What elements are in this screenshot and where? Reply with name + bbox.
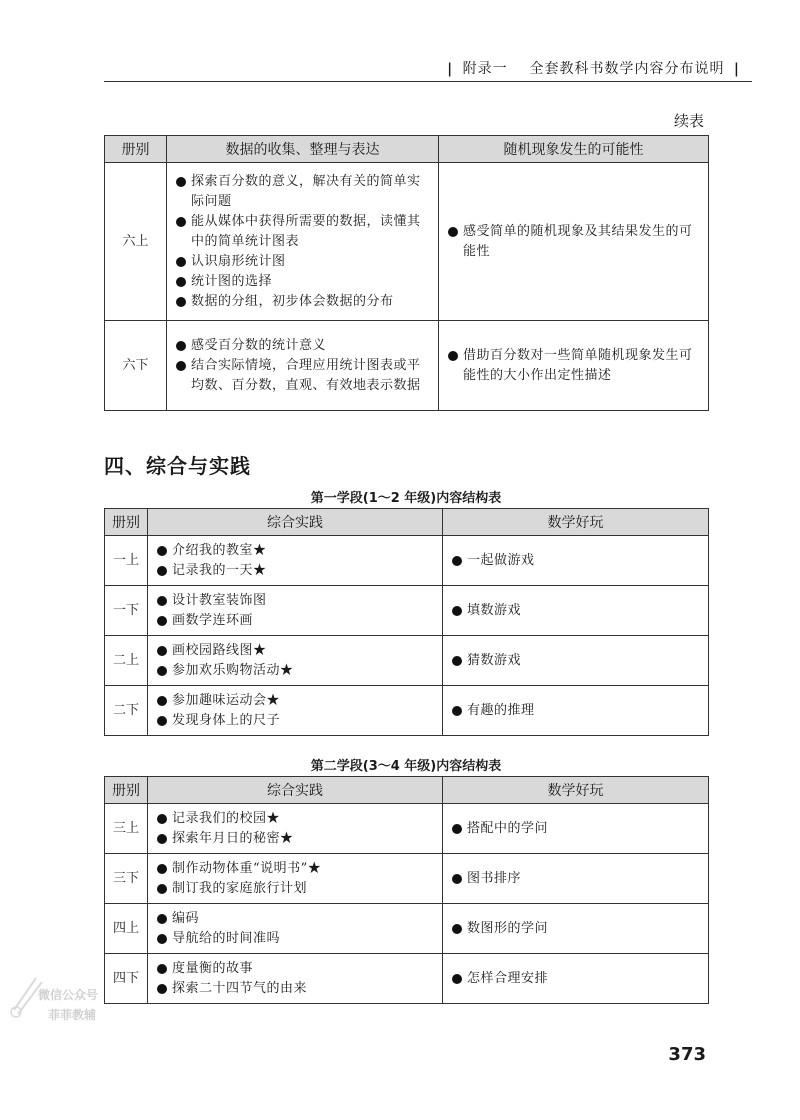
table-row (105, 686, 709, 736)
bullet-item: 参加趣味运动会★ (156, 691, 434, 711)
volume-cell: 四下 (105, 954, 148, 1004)
bullet-item: 画校园路线图★ (156, 641, 434, 661)
bullet-item: 度量衡的故事 (156, 959, 434, 979)
bullet-item: 制订我的家庭旅行计划 (156, 879, 434, 899)
header-appendix: 附录一 (462, 61, 508, 77)
secondary-cell (439, 163, 709, 321)
header-bar-right: | (733, 61, 740, 77)
bullet-item: 探索百分数的意义，解决有关的简单实际问题 (175, 172, 430, 212)
bullet-item: 统计图的选择 (175, 272, 430, 292)
secondary-cell (443, 636, 709, 686)
bullet-item: 借助百分数对一些简单随机现象发生可能性的大小作出定性描述 (447, 346, 700, 386)
bullet-item: 猜数游戏 (451, 651, 700, 671)
bullet-list (175, 336, 430, 396)
bullet-list (156, 959, 434, 999)
bullet-item: 记录我们的校园★ (156, 809, 434, 829)
bullet-item: 搭配中的学问 (451, 819, 700, 839)
content-cell (167, 163, 439, 321)
table-header-row (105, 509, 709, 536)
header-probability: 随机现象发生的可能性 (439, 136, 709, 163)
volume-cell: 六上 (105, 163, 167, 321)
bullet-list (156, 541, 434, 581)
content-cell (148, 904, 443, 954)
bullet-item: 有趣的推理 (451, 701, 700, 721)
secondary-cell (443, 804, 709, 854)
header-rule (104, 81, 752, 82)
table-row (105, 163, 709, 321)
header-data-collection: 数据的收集、整理与表达 (167, 136, 439, 163)
table-row (105, 904, 709, 954)
bullet-item: 探索二十四节气的由来 (156, 979, 434, 999)
content-cell (148, 854, 443, 904)
secondary-cell (443, 854, 709, 904)
table-header-row (105, 777, 709, 804)
secondary-cell (443, 536, 709, 586)
bullet-list (175, 172, 430, 312)
secondary-cell (439, 321, 709, 411)
bullet-list (156, 641, 434, 681)
volume-cell: 二下 (105, 686, 148, 736)
volume-cell: 六下 (105, 321, 167, 411)
stage2-table (104, 776, 709, 1004)
bullet-item: 数图形的学问 (451, 919, 700, 939)
content-cell (148, 686, 443, 736)
volume-cell: 二上 (105, 636, 148, 686)
bullet-item: 发现身体上的尺子 (156, 711, 434, 731)
bullet-list (447, 222, 700, 262)
bullet-list (451, 651, 700, 671)
table-row (105, 636, 709, 686)
volume-cell: 一下 (105, 586, 148, 636)
table-row (105, 586, 709, 636)
bullet-item: 图书排序 (451, 869, 700, 889)
table-row (105, 854, 709, 904)
bullet-list (156, 909, 434, 949)
continued-label: 续表 (673, 112, 704, 130)
bullet-item: 导航给的时间准吗 (156, 929, 434, 949)
bullet-list (451, 869, 700, 889)
stage1-table-body (105, 536, 709, 736)
bullet-list (451, 819, 700, 839)
bullet-list (447, 346, 700, 386)
watermark (8, 970, 148, 1030)
volume-cell: 四上 (105, 904, 148, 954)
volume-cell: 一上 (105, 536, 148, 586)
content-cell (167, 321, 439, 411)
header-fun-math: 数学好玩 (443, 777, 709, 804)
watermark-line2: 菲菲教辅 (48, 1008, 97, 1022)
table-row (105, 321, 709, 411)
bullet-list (451, 919, 700, 939)
header-fun-math: 数学好玩 (443, 509, 709, 536)
bullet-item: 感受百分数的统计意义 (175, 336, 430, 356)
stage2-table-body (105, 804, 709, 1004)
bullet-list (451, 701, 700, 721)
secondary-cell (443, 686, 709, 736)
bullet-item: 介绍我的教室★ (156, 541, 434, 561)
header-practice: 综合实践 (148, 777, 443, 804)
content-cell (148, 636, 443, 686)
bullet-item: 能从媒体中获得所需要的数据，读懂其中的简单统计图表 (175, 212, 430, 252)
header-volume: 册别 (105, 509, 148, 536)
bullet-item: 设计教室装饰图 (156, 591, 434, 611)
content-cell (148, 536, 443, 586)
stats-table (104, 135, 709, 411)
bullet-list (156, 809, 434, 849)
content-cell (148, 586, 443, 636)
bullet-item: 画数学连环画 (156, 611, 434, 631)
table-row (105, 954, 709, 1004)
bullet-item: 探索年月日的秘密★ (156, 829, 434, 849)
bullet-item: 怎样合理安排 (451, 969, 700, 989)
secondary-cell (443, 954, 709, 1004)
watermark-line1: 微信公众号 (38, 988, 99, 1002)
bullet-list (451, 969, 700, 989)
header-volume: 册别 (105, 777, 148, 804)
header-bar-left: | (447, 61, 454, 77)
bullet-item: 感受简单的随机现象及其结果发生的可能性 (447, 222, 700, 262)
bullet-list (156, 859, 434, 899)
bullet-item: 制作动物体重“说明书”★ (156, 859, 434, 879)
bullet-item: 记录我的一天★ (156, 561, 434, 581)
content-cell (148, 954, 443, 1004)
table-caption-stage2: 第二学段(3～4 年级)内容结构表 (310, 759, 502, 774)
bullet-item: 认识扇形统计图 (175, 252, 430, 272)
stats-table-body (105, 163, 709, 411)
bullet-item: 编码 (156, 909, 434, 929)
table-caption-stage1: 第一学段(1～2 年级)内容结构表 (310, 491, 502, 506)
bullet-item: 数据的分组，初步体会数据的分布 (175, 292, 430, 312)
section-heading: 四、综合与实践 (104, 454, 251, 478)
volume-cell: 三下 (105, 854, 148, 904)
secondary-cell (443, 586, 709, 636)
bullet-list (451, 551, 700, 571)
table-header-row (105, 136, 709, 163)
page-number: 373 (668, 1044, 706, 1065)
running-header (443, 58, 744, 78)
bullet-list (451, 601, 700, 621)
bullet-list (156, 691, 434, 731)
content-cell (148, 804, 443, 854)
header-title: 全套教科书数学内容分布说明 (529, 61, 725, 77)
table-row (105, 536, 709, 586)
table-row (105, 804, 709, 854)
bullet-list (156, 591, 434, 631)
header-practice: 综合实践 (148, 509, 443, 536)
bullet-item: 参加欢乐购物活动★ (156, 661, 434, 681)
bullet-item: 填数游戏 (451, 601, 700, 621)
bullet-item: 一起做游戏 (451, 551, 700, 571)
secondary-cell (443, 904, 709, 954)
bullet-item: 结合实际情境，合理应用统计图表或平均数、百分数，直观、有效地表示数据 (175, 356, 430, 396)
header-volume: 册别 (105, 136, 167, 163)
stage1-table (104, 508, 709, 736)
volume-cell: 三上 (105, 804, 148, 854)
